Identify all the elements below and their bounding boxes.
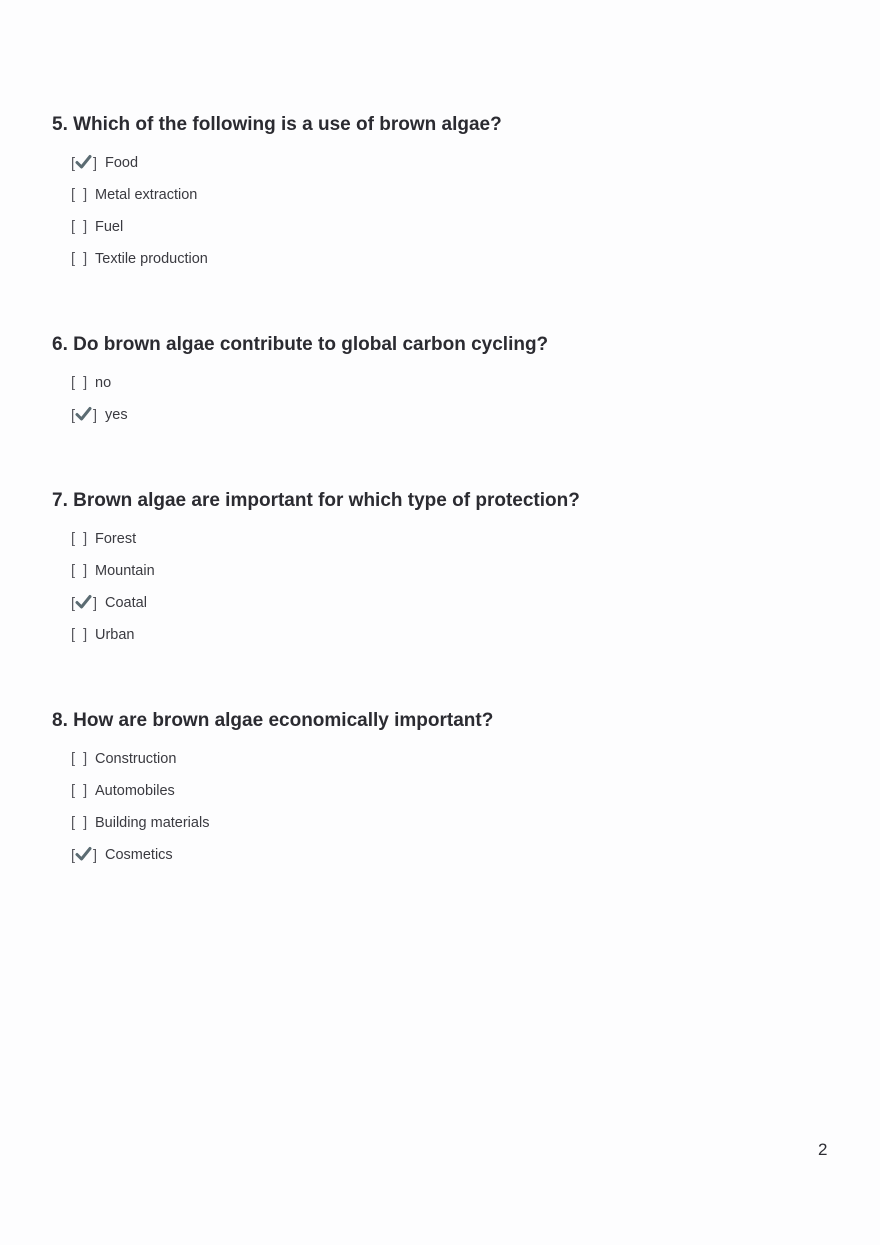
question-8	[52, 710, 832, 864]
option-label: no	[95, 375, 112, 391]
option-item[interactable]	[71, 626, 155, 658]
option-label: Forest	[95, 531, 137, 547]
question-6	[52, 334, 832, 424]
option-label: Automobiles	[95, 783, 175, 799]
checkbox-empty[interactable]: [ ]	[71, 563, 88, 579]
option-item[interactable]	[71, 218, 208, 250]
option-list	[71, 530, 155, 658]
option-list	[71, 750, 209, 878]
question-title: 7. Brown algae are important for which type of protection?	[52, 490, 580, 511]
checkbox-empty[interactable]: [ ]	[71, 815, 88, 831]
checkbox-empty[interactable]: [ ]	[71, 627, 88, 643]
option-item[interactable]	[71, 406, 128, 438]
option-label: Building materials	[95, 815, 210, 831]
option-label: Coatal	[105, 595, 147, 611]
checkbox-checked[interactable]: [ ]	[71, 156, 98, 172]
checkmark-icon	[75, 154, 92, 170]
option-label: Food	[105, 155, 139, 171]
question-title: 8. How are brown algae economically important?	[52, 710, 494, 731]
checkbox-empty[interactable]: [ ]	[71, 751, 88, 767]
checkbox-empty[interactable]: [ ]	[71, 375, 88, 391]
question-5	[52, 114, 832, 267]
option-list	[71, 374, 128, 438]
option-list	[71, 154, 208, 282]
option-label: Construction	[95, 751, 177, 767]
option-item[interactable]	[71, 530, 155, 562]
option-item[interactable]	[71, 186, 208, 218]
checkbox-checked[interactable]: [ ]	[71, 596, 98, 612]
checkbox-empty[interactable]: [ ]	[71, 251, 88, 267]
checkbox-checked[interactable]: [ ]	[71, 408, 98, 424]
checkmark-icon	[75, 406, 92, 422]
option-item[interactable]	[71, 374, 128, 406]
option-item[interactable]	[71, 594, 155, 626]
checkbox-empty[interactable]: [ ]	[71, 783, 88, 799]
option-label: Textile production	[95, 251, 208, 267]
question-7	[52, 490, 832, 643]
checkmark-icon	[75, 594, 92, 610]
option-item[interactable]	[71, 750, 209, 782]
option-item[interactable]	[71, 782, 209, 814]
option-label: Urban	[95, 627, 135, 643]
option-label: Fuel	[95, 219, 124, 235]
checkbox-checked[interactable]: [ ]	[71, 848, 98, 864]
option-label: Metal extraction	[95, 187, 198, 203]
option-item[interactable]	[71, 846, 209, 878]
checkmark-icon	[75, 846, 92, 862]
checkbox-empty[interactable]: [ ]	[71, 531, 88, 547]
option-item[interactable]	[71, 814, 209, 846]
option-label: yes	[105, 407, 128, 423]
option-item[interactable]	[71, 562, 155, 594]
option-label: Mountain	[95, 563, 155, 579]
option-item[interactable]	[71, 154, 208, 186]
option-label: Cosmetics	[105, 847, 173, 863]
option-item[interactable]	[71, 250, 208, 282]
question-title: 6. Do brown algae contribute to global carbon cycling?	[52, 334, 549, 355]
question-title: 5. Which of the following is a use of brown algae?	[52, 114, 502, 135]
checkbox-empty[interactable]: [ ]	[71, 187, 88, 203]
checkbox-empty[interactable]: [ ]	[71, 219, 88, 235]
page-number: 2	[818, 1140, 828, 1159]
